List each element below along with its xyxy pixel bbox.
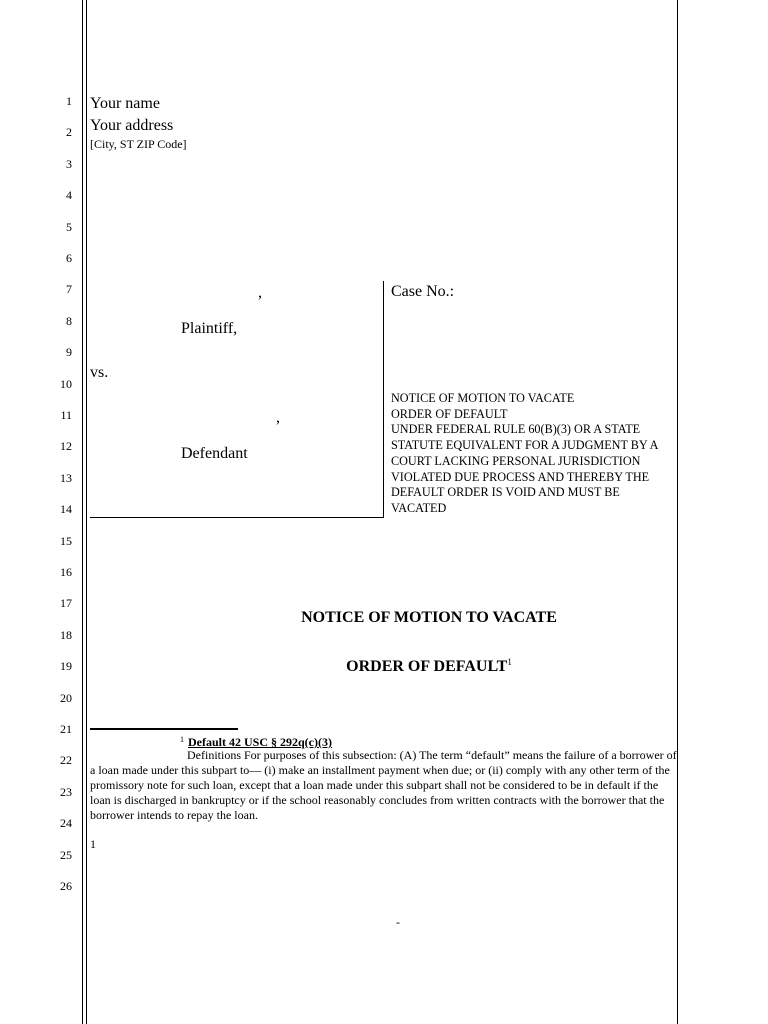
line-number: 13 — [60, 470, 72, 485]
line-number: 21 — [60, 722, 72, 736]
footnote-body: Definitions For purposes of this subsection: (A) The term “default” means the failure of a borrower of a loan made under this subpart to— (i) make an installment payment when due; or (ii) comply with any other term of the promissory note for such loan, except that a loan made under this subpart shall not be considered to be in default if the loan is discharged in bankruptcy or if the school reasonably concludes from written contracts with the borrower that the borrower intends to repay the loan. — [90, 748, 677, 822]
document-title-line-1 — [90, 609, 768, 627]
defendant-name-comma: , — [276, 409, 280, 426]
plaintiff-name-comma: , — [258, 284, 262, 301]
caption-notice-line: DEFAULT ORDER IS VOID AND MUST BE — [391, 485, 620, 500]
line-number: 17 — [60, 596, 72, 611]
case-number-label: Case No.: — [391, 283, 455, 300]
caption-notice-line: VACATED — [391, 500, 447, 515]
defendant-label: Defendant — [181, 445, 248, 462]
left-margin-rule-outer — [82, 0, 83, 1024]
caption-box-bottom-border — [90, 517, 384, 518]
caption-notice-line: STATUTE EQUIVALENT FOR A JUDGMENT BY A — [391, 438, 659, 453]
line-number: 22 — [60, 753, 72, 768]
caption-box-right-border — [383, 281, 384, 518]
party-address: Your address — [90, 117, 174, 134]
title-text: NOTICE OF MOTION TO VACATE — [301, 609, 557, 626]
line-number: 18 — [60, 627, 72, 642]
line-number: 26 — [60, 879, 72, 893]
caption-notice-block — [391, 391, 681, 517]
line-number: 5 — [66, 219, 72, 234]
line-number: 3 — [66, 156, 72, 171]
line-number: 2 — [66, 125, 72, 140]
title-text: ORDER OF DEFAULT — [346, 658, 508, 675]
line-number: 16 — [60, 565, 72, 579]
caption-notice-line: NOTICE OF MOTION TO VACATE — [391, 391, 575, 405]
caption-notice-line: UNDER FEDERAL RULE 60(B)(3) OR A STATE — [391, 422, 641, 437]
left-margin-rule-inner — [86, 0, 87, 1024]
line-number: 12 — [60, 439, 72, 454]
versus-label: vs. — [90, 364, 109, 381]
line-number: 11 — [60, 408, 72, 422]
page-footer-dash: - — [396, 915, 400, 929]
document-title-line-2 — [90, 653, 768, 676]
caption-notice-line: COURT LACKING PERSONAL JURISDICTION — [391, 453, 641, 468]
line-number: 23 — [60, 784, 72, 799]
footnote-reference: 1 — [507, 657, 512, 667]
line-number: 14 — [60, 502, 72, 517]
line-number: 24 — [60, 816, 72, 831]
plaintiff-label: Plaintiff, — [181, 320, 238, 337]
line-number: 9 — [66, 345, 72, 360]
footnote-marker: 1 — [180, 735, 184, 744]
line-number: 6 — [66, 251, 72, 265]
line-number: 1 — [66, 94, 72, 108]
party-city-zip: [City, ST ZIP Code] — [90, 137, 187, 151]
footnote-trailing-number: 1 — [90, 837, 96, 851]
line-number: 10 — [60, 376, 72, 391]
line-number: 19 — [60, 659, 72, 674]
footnote-separator — [90, 728, 238, 730]
footnote-heading: Default 42 USC § 292q(c)(3) — [188, 735, 332, 749]
line-number: 20 — [60, 690, 72, 705]
line-number: 4 — [66, 188, 72, 203]
line-number: 8 — [66, 313, 72, 328]
line-number: 7 — [66, 282, 72, 297]
line-number: 15 — [60, 533, 72, 548]
party-name: Your name — [90, 95, 160, 112]
caption-notice-line: ORDER OF DEFAULT — [391, 406, 508, 421]
caption-notice-line: VIOLATED DUE PROCESS AND THEREBY THE — [391, 469, 650, 484]
line-number: 25 — [60, 847, 72, 862]
